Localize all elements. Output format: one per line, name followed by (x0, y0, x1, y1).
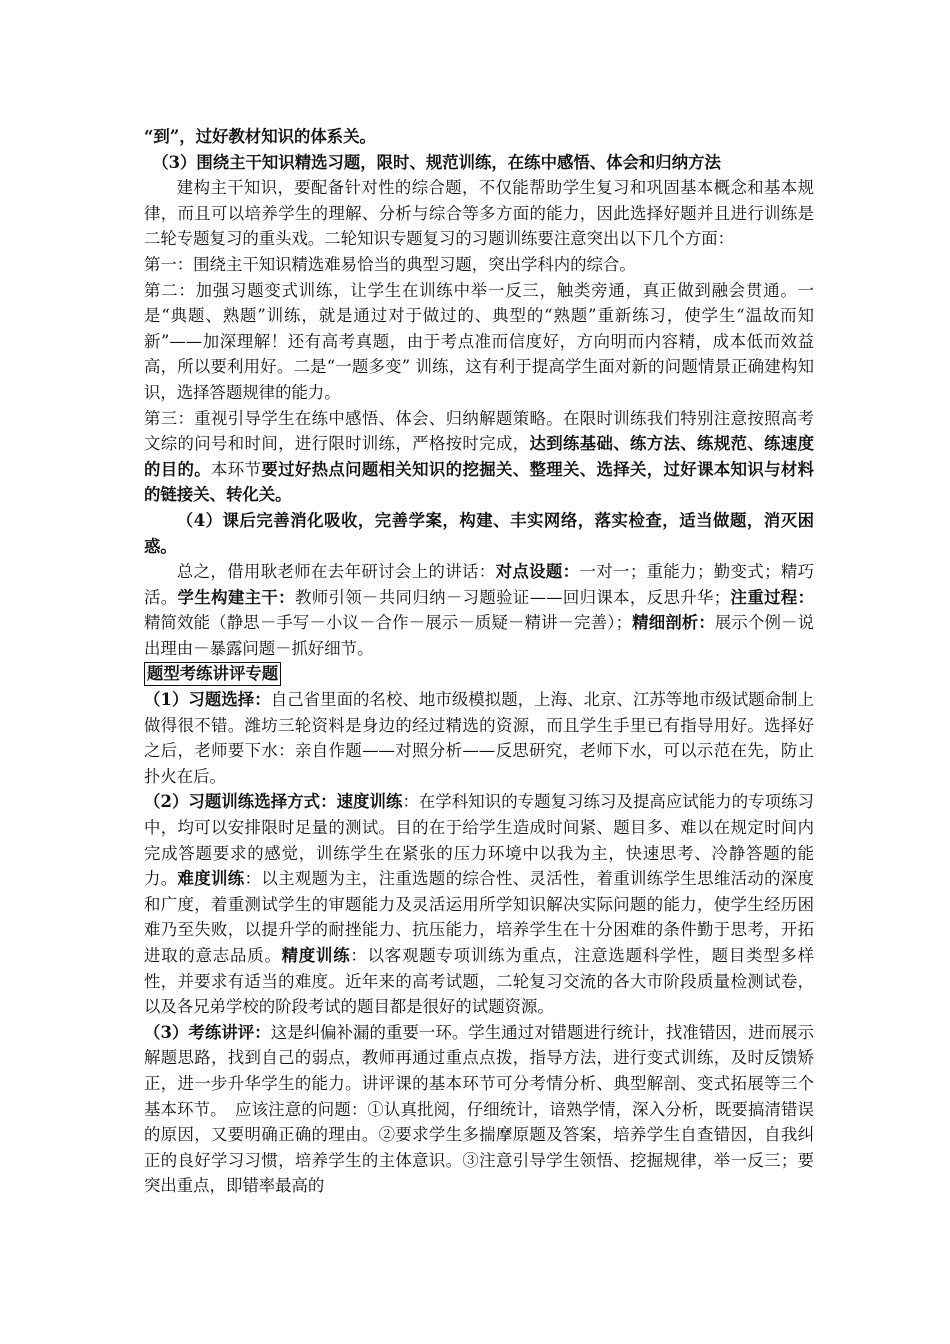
bold-run: 达到练基础、练方法、练规范、练速度的目的。 (144, 434, 815, 479)
paragraph-point-two (144, 278, 814, 406)
bold-run: 精细剖析： (632, 613, 715, 633)
paragraph-exercise-selection (144, 687, 814, 789)
bold-run: 注重过程： (730, 587, 815, 607)
text-run: 一对一；重能力；勤变式；精巧活。 (144, 562, 815, 607)
text-run: 第二：加强习题变式训练，让学生在训练中举一反三，触类旁通，真正做到融会贯通。一是“典题、熟题”训练，就是通过对于做过的、典型的“熟题”重新练习，使学生“温故而知新”——加深理解！还有高考真题，由于考点准而信度好，方向明而内容精，成本低而效益高，所以要利用好。二是“一题多变” 训练，这有利于提高学生面对新的问题情景正确建构知识，选择答题规律的能力。 (144, 280, 814, 402)
bold-run: （1）习题选择： (144, 690, 271, 710)
text-run: （3）围绕主干知识精选习题，限时、规范训练，在练中感悟、体会和归纳方法 (152, 152, 721, 172)
text-run: “到”，过好教材知识的体系关。 (144, 127, 376, 146)
paragraph-review-lecture (144, 1020, 814, 1199)
text-run: 第三：重视引导学生在练中感悟、体会、归纳解题策略。在限时训练我们特别注意按照高考文综的问号和时间，进行限时训练，严格按时完成， (144, 408, 814, 454)
text-run: （4）课后完善消化吸收，完善学案，构建、丰实网络，落实检查，适当做题，消灭困惑。 (144, 510, 814, 556)
boxed-title: 题型考练讲评专题 (144, 662, 281, 686)
text-run: 建构主干知识，要配备针对性的综合题，不仅能帮助学生复习和巩固基本概念和基本规律，而且可以培养学生的理解、分析与综合等多方面的能力，因此选择好题并且进行训练是二轮专题复习的重头戏。二轮知识专题复习的习题训练要注意突出以下几个方面： (144, 178, 814, 249)
paragraph-point-one (144, 252, 814, 278)
bold-run: 精度训练 (281, 946, 351, 965)
text-run: ：以客观题专项训练为重点，注意选题科学性，题目类型多样性，并要求有适当的难度。近年来的高考试题，二轮复习交流的各大市阶段质量检测试卷，以及各兄弟学校的阶段考试的题目都是很好的试题资源。 (144, 946, 815, 1017)
bold-run: 要过好热点问题相关知识的挖掘关、整理关、选择关，过好课本知识与材料的链接关、转化关。 (144, 459, 815, 505)
paragraph-summary (144, 559, 814, 661)
document-body (144, 124, 814, 1199)
paragraph-point-three (144, 406, 814, 508)
paragraph-textbook-system (144, 124, 814, 150)
section-heading-4 (144, 508, 814, 559)
bold-run: （2）习题训练选择方式： (144, 792, 337, 812)
bold-run: 难度训练 (177, 869, 245, 889)
paragraph-training-methods (144, 789, 814, 1019)
section-title-box (144, 661, 814, 687)
paragraph-construct-knowledge (144, 175, 814, 252)
bold-run: 速度训练 (336, 792, 403, 812)
text-run: ：在学科知识的专题复习练习及提高应试能力的专项练习中，均可以安排限时足量的测试。目的在于给学生造成时间紧、题目多、难以在规定时间内完成答题要求的感觉，训练学生在紧张的压力环境中以我为主，快速思考、冷静答题的能力。 (144, 792, 814, 889)
text-run: 自己省里面的名校、地市级模拟题，上海、北京、江苏等地市级试题命制上做得很不错。潍坊三轮资料是身边的经过精选的资源，而且学生手里已有指导用好。选择好之后，老师要下水：亲自作题——对照分析——反思研究，老师下水，可以示范在先，防止扑火在后。 (144, 690, 814, 786)
text-run: 这是纠偏补漏的重要一环。学生通过对错题进行统计，找准错因，进而展示解题思路，找到自己的弱点，教师再通过重点点拨，指导方法，进行变式训练，及时反馈矫正，进一步升华学生的能力。讲评课的基本环节可分考情分析、典型解剖、变式拓展等三个基本环节。 应该注意的问题：①认真批阅，仔细统计，谙熟学情，深入分析，既要搞清错误的原因，又要明确正确的理由。②要求学生多揣摩原题及答案，培养学生自查错因，自我纠正的良好学习习惯，培养学生的主体意识。③注意引导学生领悟、挖掘规律，举一反三；要突出重点，即错率最高的 (144, 1022, 814, 1196)
text-run: 总之，借用耿老师在去年研讨会上的讲话： (176, 562, 496, 582)
bold-run: 学生构建主干： (177, 587, 295, 607)
bold-run: 对点设题： (495, 562, 580, 582)
text-run: 展示个例－说出理由－暴露问题－抓好细节。 (144, 613, 815, 658)
section-heading-3 (144, 150, 814, 176)
text-run: 第一：围绕主干知识精选难易恰当的典型习题，突出学科内的综合。 (144, 254, 636, 274)
bold-run: （3）考练讲评： (144, 1022, 271, 1042)
text-run: 本环节 (211, 459, 262, 479)
text-run: ：以主观题为主，注重选题的综合性、灵活性，着重训练学生思维活动的深度和广度，着重测试学生的审题能力及灵活运用所学知识解决实际问题的能力，使学生经历困难乃至失败，以提升学的耐挫能力、抗压能力，培养学生在十分困难的条件勤于思考，开拓进取的意志品质。 (144, 869, 815, 965)
text-run: 教师引领－共同归纳－习题验证——回归课本，反思升华； (294, 587, 731, 607)
text-run: 精简效能（静思－手写－小议－合作－展示－质疑－精讲－完善）； (144, 613, 632, 633)
